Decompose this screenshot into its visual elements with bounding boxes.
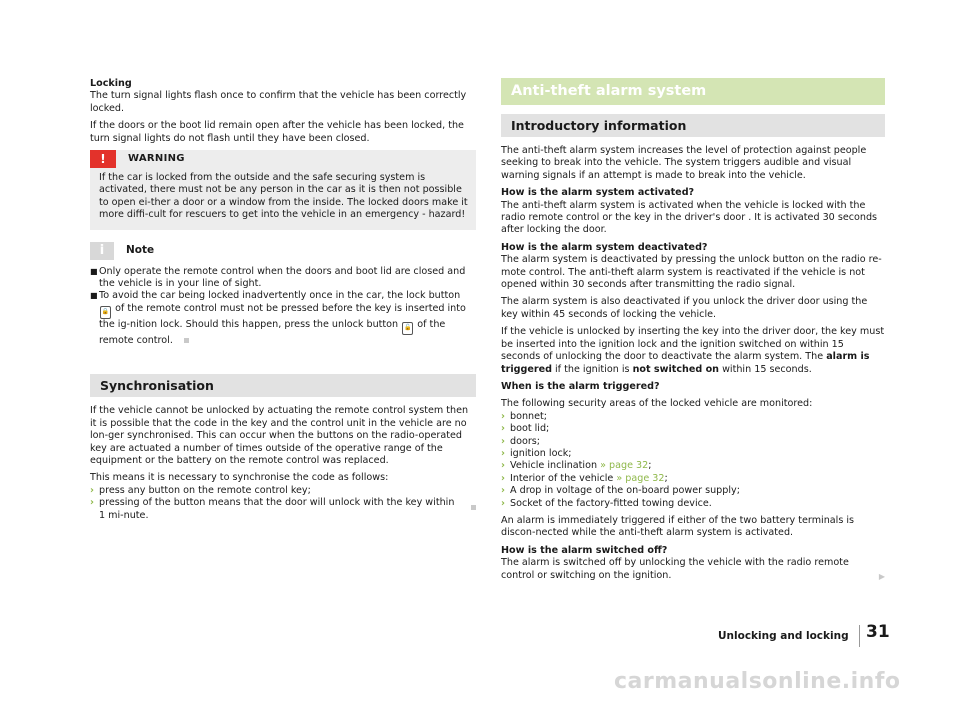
question-activated: How is the alarm system activated?: [501, 187, 695, 199]
right-column: [501, 78, 885, 587]
warning-title: WARNING: [128, 152, 185, 164]
chevron-right-icon: ›: [501, 472, 505, 484]
left-column: [90, 78, 476, 522]
footer-divider: [859, 625, 860, 647]
locking-paragraph-1: The turn signal lights flash once to confirm that the vehicle has been correctly locked.: [90, 90, 467, 114]
monitored-area: › ignition lock;: [501, 447, 572, 459]
continued-arrow-icon: ▶: [878, 572, 885, 582]
synchronisation-heading: Synchronisation: [90, 374, 476, 397]
locking-paragraph-2: If the doors or the boot lid remain open after the vehicle has been locked, the turn signal lights do not flash until they have been closed.: [90, 120, 464, 144]
warning-header: [90, 150, 468, 168]
locking-heading: Locking: [90, 78, 132, 89]
note-title: Note: [126, 244, 155, 257]
info-icon: i: [90, 242, 114, 260]
chevron-right-icon: ›: [501, 423, 505, 435]
answer-deactivated-2: The alarm system is also deactivated if you unlock the driver door using the key within 45 seconds of locking the vehicle.: [501, 296, 868, 320]
section-end-icon: [471, 505, 476, 510]
square-bullet-icon: ■: [90, 266, 98, 276]
sync-step: › pressing of the button means that the door will unlock with the key within 1 mi-nute.: [90, 497, 476, 522]
watermark: carmanualsonline.info: [614, 669, 901, 694]
monitored-area: › bonnet;: [501, 410, 548, 422]
unlock-button-icon: 🔓: [402, 322, 413, 335]
page-link[interactable]: » page 32: [616, 472, 665, 484]
sync-paragraph-1: If the vehicle cannot be unlocked by actuating the remote control system then it is possible that the code in the key and the control unit in the vehicle are no lon-ger synchronised. This can occur when the buttons on the radio-operated key are actuated a number of times outside of the operative range of the equipment or the battery on the remote control was replaced.: [90, 405, 469, 466]
chevron-right-icon: ›: [501, 447, 505, 459]
sync-step: › press any button on the remote control key;: [90, 484, 311, 496]
warning-text: If the car is locked from the outside and the safe securing system is activated, there must not be any person in the car as it is then not possible to open ei-ther a door or a window from the inside. The locked doors make it more diffi-cult for rescuers to get into the vehicle in an emergency - hazard!: [99, 172, 468, 221]
answer-deactivated-3: If the vehicle is unlocked by inserting the key into the driver door, the key must be inserted into the ignition lock and the ignition switched on within 15 seconds of unlocking the door to deactivate the alarm system. The alarm is triggered if the ignition is not switched on within 15 seconds.: [501, 326, 885, 375]
monitored-area: › boot lid;: [501, 423, 550, 435]
monitored-area: › A drop in voltage of the on-board power supply;: [501, 485, 740, 497]
square-bullet-icon: ■: [90, 291, 98, 301]
question-triggered: When is the alarm triggered?: [501, 380, 660, 392]
chevron-right-icon: ›: [501, 410, 505, 422]
chevron-right-icon: ›: [501, 485, 505, 497]
page-number: 31: [866, 622, 890, 642]
monitored-area: › Vehicle inclination » page 32;: [501, 460, 652, 472]
page-link[interactable]: » page 32: [600, 460, 649, 472]
footer-section-title: Unlocking and locking: [718, 630, 849, 642]
answer-activated: The anti-theft alarm system is activated when the vehicle is locked with the radio remote control or the key in the driver's door . It is activated 30 seconds after locking the door.: [501, 199, 878, 236]
section-end-icon: [184, 338, 189, 343]
sub-heading: Introductory information: [501, 114, 885, 137]
chevron-right-icon: ›: [501, 435, 505, 447]
chevron-right-icon: ›: [90, 497, 94, 509]
answer-triggered: The following security areas of the locked vehicle are monitored:: [501, 398, 813, 410]
warning-box: [90, 150, 476, 230]
answer-switched-off-wrap: [501, 557, 885, 582]
answer-deactivated: The alarm system is deactivated by pressing the unlock button on the radio re-mote control. The anti-theft alarm system is reactivated if the vehicle is not opened within 30 seconds after transmitting the radio signal.: [501, 254, 882, 291]
note-item: ■ Only operate the remote control when the doors and boot lid are closed and the vehicle is in your line of sight.: [90, 265, 466, 290]
chapter-banner: Anti-theft alarm system: [501, 78, 885, 105]
exclamation-icon: !: [90, 150, 116, 168]
battery-paragraph: An alarm is immediately triggered if either of the two battery terminals is discon-nected while the anti-theft alarm system is activated.: [501, 514, 855, 539]
chevron-right-icon: ›: [501, 460, 505, 472]
monitored-area: › Socket of the factory-fitted towing device.: [501, 497, 712, 509]
chevron-right-icon: ›: [501, 497, 505, 509]
lock-button-icon: 🔒: [100, 306, 111, 319]
sync-paragraph-2: This means it is necessary to synchronise the code as follows:: [90, 472, 389, 484]
answer-switched-off: The alarm is switched off by unlocking the vehicle with the radio remote control or switching on the ignition.: [501, 557, 849, 581]
question-switched-off: How is the alarm switched off?: [501, 544, 668, 556]
monitored-area: › doors;: [501, 435, 541, 447]
monitored-area: › Interior of the vehicle » page 32;: [501, 472, 668, 484]
note-header: [90, 242, 476, 260]
note-item: ■ To avoid the car being locked inadvertently once in the car, the lock button 🔒 of the remote control must not be pressed before the key is inserted into the ig-nition lock. Should this happen, press the unlock button 🔓 of the remote control.: [90, 290, 466, 346]
question-deactivated: How is the alarm system deactivated?: [501, 241, 708, 253]
intro-paragraph: The anti-theft alarm system increases the level of protection against people seeking to break into the vehicle. The system triggers audible and visual warning signals if an attempt is made to break into the vehicle.: [501, 145, 867, 181]
chevron-right-icon: ›: [90, 484, 94, 496]
